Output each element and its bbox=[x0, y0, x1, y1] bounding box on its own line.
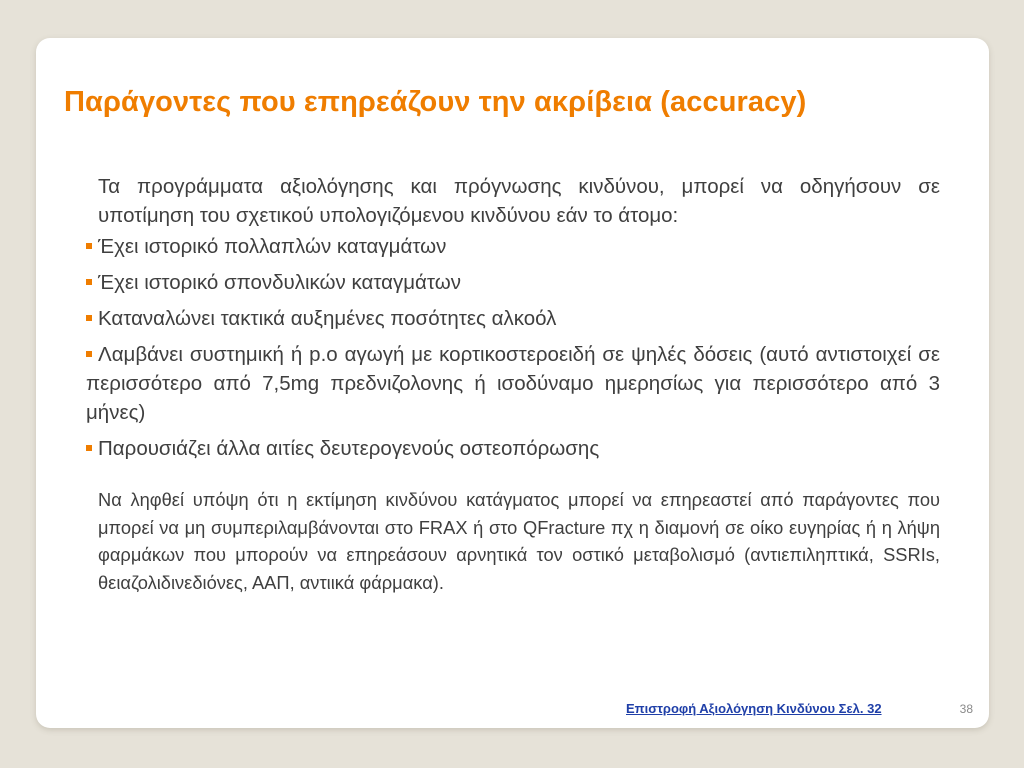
bullet-square-icon bbox=[86, 445, 92, 451]
list-item bbox=[86, 268, 940, 297]
slide-body bbox=[86, 172, 940, 596]
note-paragraph: Να ληφθεί υπόψη ότι η εκτίμηση κινδύνου κατάγματος μπορεί να επηρεαστεί από παράγοντες που μπορεί να μη συμπεριλαμβάνονται στο FRAX ή στο QFracture πχ η διαμονή σε οίκο ευγηρίας ή η λήψη φαρμάκων που μπορούν να επηρεάσουν αρνητικά τον οστικό μεταβολισμό (αντιεπιληπτικά, SSRIs, θειαζολιδινεδιόνες, ΑΑΠ, αντιικά φάρμακα). bbox=[98, 489, 940, 593]
bullet-square-icon bbox=[86, 351, 92, 357]
bullet-square-icon bbox=[86, 279, 92, 285]
slide-panel bbox=[36, 38, 989, 728]
list-item bbox=[86, 232, 940, 261]
list-item-text: Καταναλώνει τακτικά αυξημένες ποσότητες αλκοόλ bbox=[98, 307, 557, 330]
list-item-text: Έχει ιστορικό πολλαπλών καταγμάτων bbox=[98, 235, 447, 258]
list-item-text: Παρουσιάζει άλλα αιτίες δευτερογενούς οστεοπόρωσης bbox=[98, 437, 600, 460]
bullet-square-icon bbox=[86, 315, 92, 321]
list-item-text: Έχει ιστορικό σπονδυλικών καταγμάτων bbox=[98, 271, 461, 294]
list-item bbox=[86, 340, 940, 427]
list-item bbox=[86, 434, 940, 463]
list-item-text: Λαμβάνει συστημική ή p.o αγωγή με κορτικοστεροειδή σε ψηλές δόσεις (αυτό αντιστοιχεί σε περισσότερο από 7,5mg πρεδνιζολονης ή ισοδύναμο ημερησίως για περισσότερο από 3 μήνες) bbox=[86, 343, 940, 424]
slide-title: Παράγοντες που επηρεάζουν την ακρίβεια (accuracy) bbox=[64, 86, 807, 118]
page-number: 38 bbox=[959, 702, 973, 716]
intro-paragraph: Τα προγράμματα αξιολόγησης και πρόγνωσης κινδύνου, μπορεί να οδηγήσουν σε υποτίμηση του σχετικού υπολογιζόμενου κινδύνου εάν το άτομο: bbox=[98, 175, 940, 227]
risk-factor-list bbox=[86, 232, 940, 463]
bullet-square-icon bbox=[86, 243, 92, 249]
list-item bbox=[86, 304, 940, 333]
return-to-page-32-link[interactable]: Επιστροφή Αξιολόγηση Κινδύνου Σελ. 32 bbox=[626, 701, 882, 716]
